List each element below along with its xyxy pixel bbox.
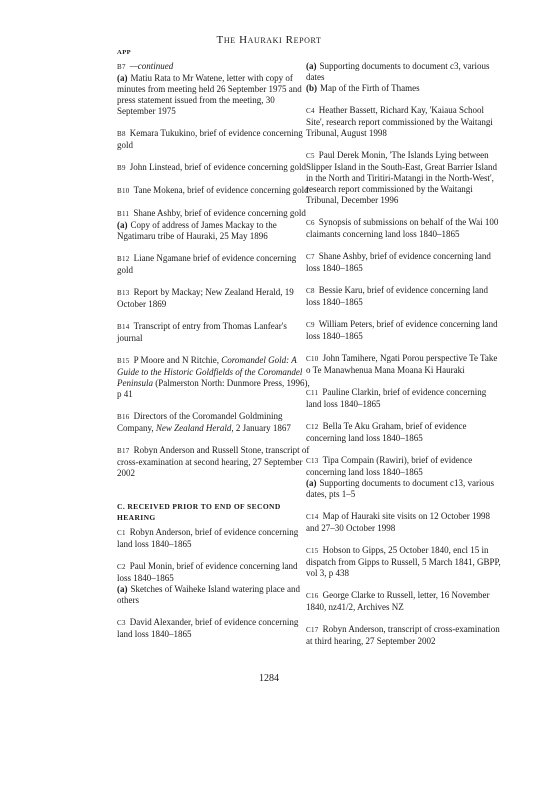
entry-c16 <box>306 590 502 613</box>
entry-text: Robyn Anderson and Russell Stone, transcript of cross-examination at second hearing, 27 September 2002 <box>117 445 310 478</box>
entry-c15 <box>306 545 502 579</box>
entry-newspaper: New Zealand Herald <box>155 423 232 433</box>
section-heading-c: C. RECEIVED PRIOR TO END OF SECOND HEARING <box>117 502 281 522</box>
sub-text: Sketches of Waiheke Island watering place and others <box>117 584 301 605</box>
entry-c13 <box>306 455 502 500</box>
entry-text: Paul Monin, brief of evidence concerning land loss 1840–1865 <box>117 561 298 583</box>
sub-mark: (a) <box>306 61 317 71</box>
entry-c3 <box>117 617 313 640</box>
sub-mark: (b) <box>306 83 317 93</box>
entry-c12 <box>306 421 502 444</box>
continued-label: —continued <box>129 61 174 71</box>
entry-code: C4 <box>306 107 315 115</box>
sub-entry <box>306 83 502 94</box>
entry-text: Report by Mackay; New Zealand Herald, 19 October 1869 <box>117 287 294 309</box>
entry-code: C17 <box>306 626 319 634</box>
entry-code: C11 <box>306 389 319 397</box>
sub-text: Supporting documents to document c13, various dates, pts 1–5 <box>306 478 494 499</box>
entry-b15 <box>117 355 313 400</box>
sub-entry <box>117 584 313 606</box>
entry-date: , 2 January 1867 <box>231 423 291 433</box>
entry-code: C7 <box>306 253 315 261</box>
sub-text: Supporting documents to document c3, various dates <box>306 61 490 82</box>
entry-text: Synopsis of submissions on behalf of the Wai 100 claimants concerning land loss 1840–1865 <box>306 217 499 239</box>
entry-b12 <box>117 253 313 276</box>
entry-c17 <box>306 624 502 647</box>
entry-text: Robyn Anderson, brief of evidence concerning land loss 1840–1865 <box>117 527 299 549</box>
entry-c11 <box>306 387 502 410</box>
entry-b16 <box>117 411 313 434</box>
entry-b13 <box>117 287 313 310</box>
sub-text: Map of the Firth of Thames <box>320 83 420 93</box>
entry-code: B11 <box>117 210 130 218</box>
entry-code: C14 <box>306 513 319 521</box>
running-head: The Hauraki Report <box>216 34 322 46</box>
sub-text: Matiu Rata to Mr Watene, letter with copy of minutes from meeting held 26 September 1975 and press statement issued from the meeting, 30 September 1975 <box>117 73 302 116</box>
entry-text: David Alexander, brief of evidence concerning land loss 1840–1865 <box>117 617 299 639</box>
entry-text: John Tamihere, Ngati Porou perspective Te Take o Te Manawhenua Mana Moana Ki Hauraki <box>306 353 498 375</box>
entry-c10 <box>306 353 502 376</box>
entry-text: Paul Derek Monin, 'The Islands Lying between Slipper Island in the South-East, Great Barrier Island in the North and Tiritiri-Matangi in the North-West', research report commissioned by the Waitangi Tribunal, December 1996 <box>306 150 497 205</box>
entry-code: C15 <box>306 547 319 555</box>
right-column <box>306 61 502 658</box>
entry-code: B15 <box>117 357 130 365</box>
entry-c9 <box>306 319 502 342</box>
entry-code: C2 <box>117 563 126 571</box>
entry-b10 <box>117 185 313 197</box>
entry-b9 <box>117 162 313 174</box>
entry-code: B8 <box>117 130 126 138</box>
entry-text: Shane Ashby, brief of evidence concerning land loss 1840–1865 <box>306 251 491 273</box>
entry-text: George Clarke to Russell, letter, 16 November 1840, nz41/2, Archives NZ <box>306 590 490 612</box>
entry-text: Liane Ngamane brief of evidence concerning gold <box>117 253 297 275</box>
entry-text: John Linstead, brief of evidence concerning gold <box>129 162 306 172</box>
entry-text: Heather Bassett, Richard Kay, 'Kaiaua School Site', research report commissioned by the Waitangi Tribunal, August 1998 <box>306 105 493 138</box>
entry-text: Kemara Tukukino, brief of evidence concerning gold <box>117 128 303 150</box>
sub-mark: (a) <box>117 584 128 594</box>
left-column <box>117 61 313 651</box>
entry-text: Tipa Compain (Rawiri), brief of evidence concerning land loss 1840–1865 <box>306 455 473 477</box>
entry-code: B17 <box>117 447 130 455</box>
entry-code: C1 <box>117 529 126 537</box>
sub-entry <box>306 478 502 500</box>
entry-code: B14 <box>117 323 130 331</box>
entry-b14 <box>117 321 313 344</box>
entry-text: Shane Ashby, brief of evidence concerning gold <box>133 208 306 218</box>
entry-c14 <box>306 511 502 534</box>
entry-c2 <box>117 561 313 606</box>
entry-text: Transcript of entry from Thomas Lanfear's journal <box>117 321 287 343</box>
entry-c6 <box>306 217 502 240</box>
sub-entry <box>306 61 502 83</box>
entry-text: Bella Te Aku Graham, brief of evidence concerning land loss 1840–1865 <box>306 421 467 443</box>
sub-mark: (a) <box>306 478 317 488</box>
entry-code: B10 <box>117 187 130 195</box>
entry-code: C3 <box>117 619 126 627</box>
entry-c8 <box>306 285 502 308</box>
sub-entry <box>117 220 313 242</box>
entry-text: Bessie Karu, brief of evidence concerning land loss 1840–1865 <box>306 285 488 307</box>
entry-code: C12 <box>306 423 319 431</box>
entry-code: B16 <box>117 413 130 421</box>
entry-b7 <box>117 61 313 117</box>
sub-mark: (a) <box>117 220 128 230</box>
entry-text: Tane Mokena, brief of evidence concerning gold <box>133 185 309 195</box>
entry-c1 <box>117 527 313 550</box>
entry-code: B7 <box>117 63 126 71</box>
entry-publication: (Palmerston North: Dunmore Press, 1996), p 41 <box>117 378 310 399</box>
entry-c7 <box>306 251 502 274</box>
sub-entry <box>117 73 313 117</box>
entry-code: C13 <box>306 457 319 465</box>
entry-text: William Peters, brief of evidence concerning land loss 1840–1865 <box>306 319 498 341</box>
entry-code: B9 <box>117 164 126 172</box>
entry-text: Pauline Clarkin, brief of evidence concerning land loss 1840–1865 <box>306 387 487 409</box>
entry-c3-continued <box>306 61 502 94</box>
entry-code: C5 <box>306 152 315 160</box>
section-label: APP <box>117 49 132 56</box>
entry-b8 <box>117 128 313 151</box>
entry-code: B13 <box>117 289 130 297</box>
entry-title: Coromandel Gold: A Guide to the Historic Goldfields of the Coromandel Peninsula <box>117 355 303 388</box>
entry-c5 <box>306 150 502 206</box>
entry-code: C6 <box>306 219 315 227</box>
entry-code: C10 <box>306 355 319 363</box>
entry-authors: P Moore and N Ritchie, <box>133 355 219 365</box>
sub-mark: (a) <box>117 73 128 83</box>
page-number: 1284 <box>259 673 279 684</box>
entry-b11 <box>117 208 313 242</box>
entry-text: Robyn Anderson, transcript of cross-examination at third hearing, 27 September 2002 <box>306 624 500 646</box>
entry-code: C16 <box>306 592 319 600</box>
entry-code: B12 <box>117 255 130 263</box>
entry-b17 <box>117 445 313 479</box>
sub-text: Copy of address of James Mackay to the Ngatimaru tribe of Hauraki, 25 May 1896 <box>117 220 277 241</box>
entry-text: Directors of the Coromandel Goldmining Company, <box>117 411 283 433</box>
entry-code: C9 <box>306 321 315 329</box>
entry-text: Map of Hauraki site visits on 12 October 1998 and 27–30 October 1998 <box>306 511 491 533</box>
entry-c4 <box>306 105 502 139</box>
entry-text: Hobson to Gipps, 25 October 1840, encl 15 in dispatch from Gipps to Russell, 5 March 1841, GBPP, vol 3, p 438 <box>306 545 501 578</box>
entry-code: C8 <box>306 287 315 295</box>
